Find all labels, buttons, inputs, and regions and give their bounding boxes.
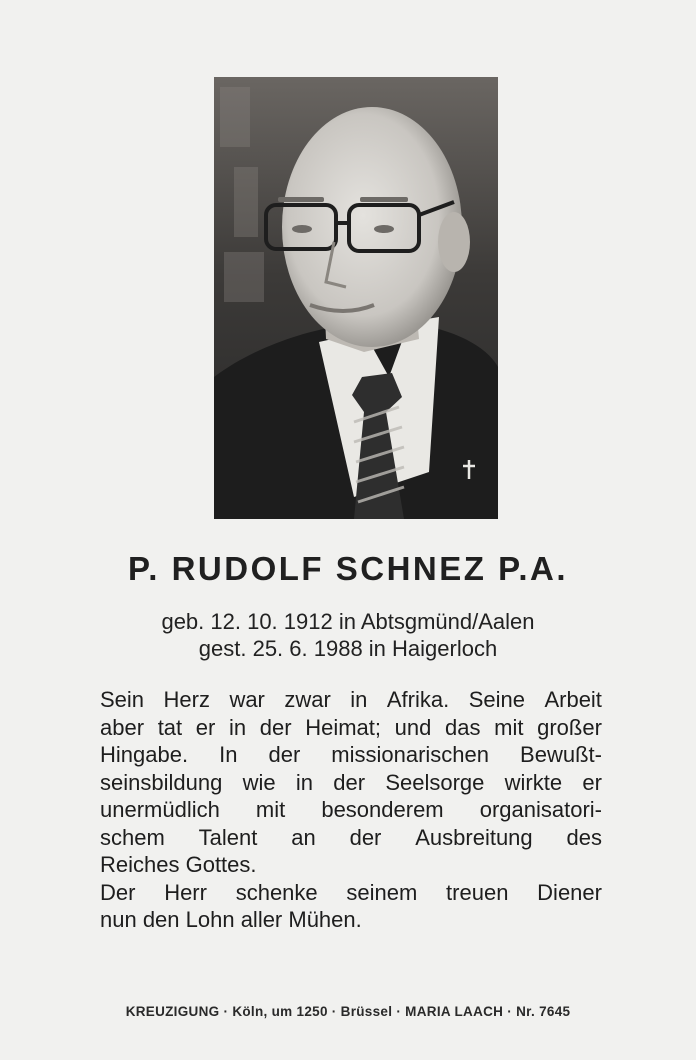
text-word: der (333, 769, 366, 795)
text-word: unermüdlich (100, 797, 220, 822)
text-word: wie (242, 769, 276, 795)
text-line (100, 824, 602, 852)
text-word: Ausbreitung (415, 824, 533, 850)
text-word: der (349, 824, 382, 850)
artwork-credit: KREUZIGUNG · Köln, um 1250 · Brüssel · MARIA LAACH · Nr. 7645 (125, 1004, 571, 1019)
text-word: Hingabe. (100, 742, 189, 767)
text-line (100, 769, 602, 797)
text-word: und (394, 714, 432, 740)
text-word: seinem (346, 879, 418, 905)
text-word: wirkte (504, 769, 563, 795)
text-line (100, 741, 602, 769)
text-word: in (350, 687, 368, 712)
text-word: Der (100, 879, 136, 905)
text-word: aber (100, 714, 145, 740)
text-word: er (582, 769, 602, 795)
text-word: schenke (235, 879, 318, 905)
text-line (100, 796, 602, 824)
life-dates (0, 608, 696, 662)
text-word: großer (537, 714, 602, 740)
text-word: das (445, 714, 481, 740)
text-word: Herr (164, 879, 207, 905)
text-word: seinsbildung (100, 769, 223, 795)
text-word: mit (255, 797, 286, 822)
text-word: war (229, 687, 265, 712)
text-word: Seelsorge (385, 769, 485, 795)
text-line (100, 714, 602, 742)
text-word: Diener (537, 879, 602, 905)
text-word: besonderem (321, 797, 444, 822)
text-line (100, 686, 602, 714)
text-word: tat (157, 714, 183, 740)
death-date-line: gest. 25. 6. 1988 in Haigerloch (198, 636, 498, 661)
text-word: In (219, 742, 238, 767)
text-word: organisatori- (479, 797, 602, 822)
deceased-name: P. RUDOLF SCHNEZ P.A. (127, 550, 568, 587)
text-word: treuen (446, 879, 509, 905)
text-word: Reiches Gottes. (100, 852, 257, 877)
portrait-photo (214, 77, 498, 519)
text-word: in (229, 714, 247, 740)
text-word: nun den Lohn aller Mühen. (100, 907, 362, 932)
text-word: in (295, 769, 313, 795)
text-word: an (291, 824, 316, 850)
text-word: Bewußt- (520, 742, 602, 767)
text-word: mit (494, 714, 524, 740)
birth-date-line: geb. 12. 10. 1912 in Abtsgmünd/Aalen (161, 609, 535, 634)
text-word: zwar (284, 687, 331, 712)
text-line (100, 906, 602, 934)
memorial-text (100, 686, 602, 934)
text-word: des (566, 824, 602, 850)
text-word: Arbeit (544, 687, 602, 712)
text-word: Seine (468, 687, 525, 712)
text-word: Talent (198, 824, 258, 850)
text-word: der (268, 742, 301, 767)
text-word: Heimat; (305, 714, 381, 740)
text-word: missionarischen (331, 742, 490, 767)
text-line (100, 851, 602, 879)
text-line (100, 879, 602, 907)
text-word: Afrika. (386, 687, 450, 712)
text-word: er (195, 714, 216, 740)
text-word: Herz (163, 687, 210, 712)
text-word: Sein (100, 687, 145, 712)
text-word: der (259, 714, 292, 740)
text-word: schem (100, 824, 165, 850)
